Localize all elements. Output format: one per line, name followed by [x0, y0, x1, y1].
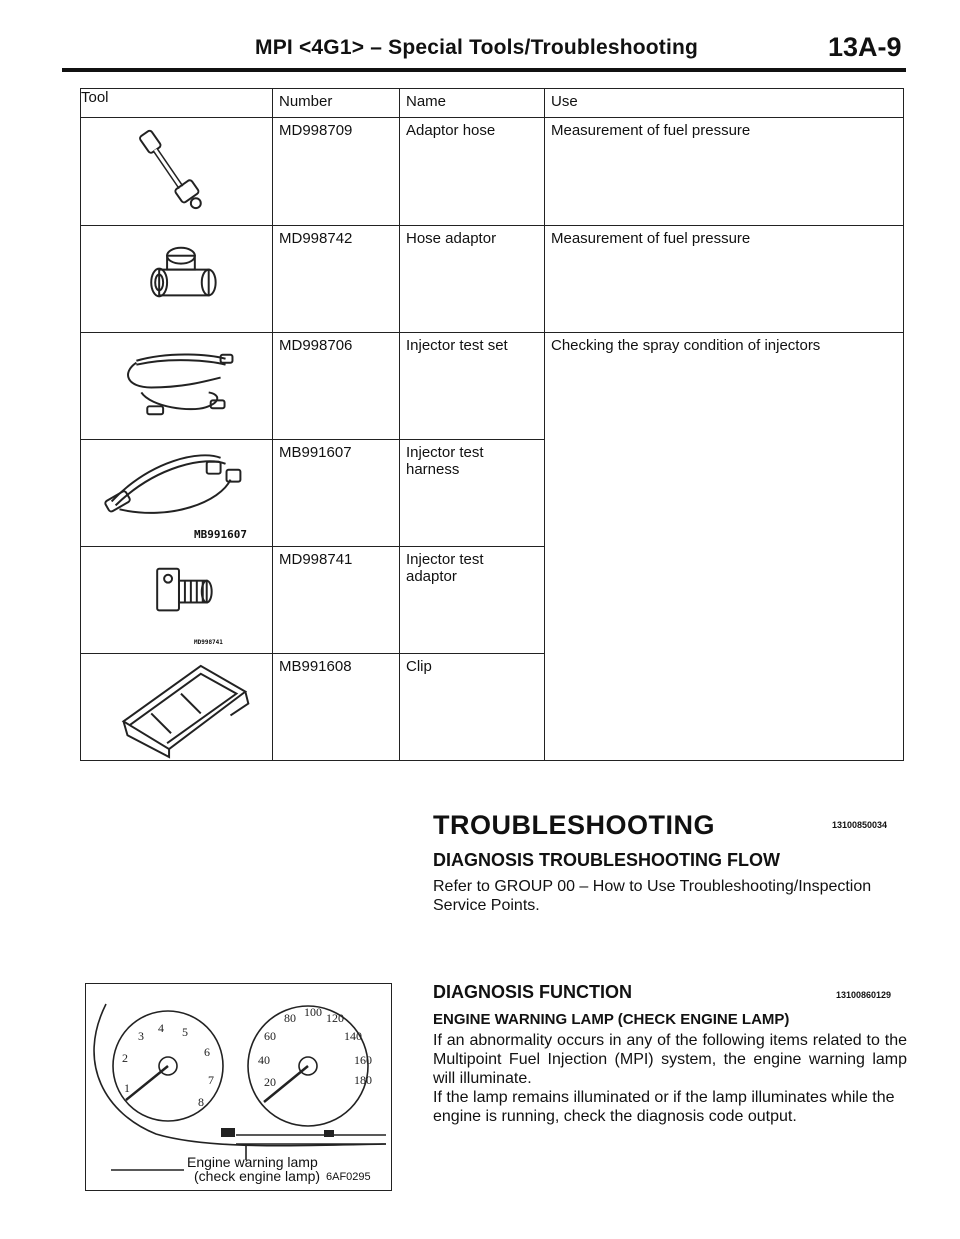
speed-number: 100 — [304, 1005, 322, 1019]
tool-name: Injector test harness — [400, 440, 545, 547]
tool-use: Checking the spray condition of injectors — [545, 333, 904, 761]
tool-image-cell — [81, 333, 273, 440]
function-code: 13100860129 — [836, 990, 892, 1000]
hose-adaptor-illustration — [81, 226, 272, 332]
tool-name: Injector test adaptor — [400, 547, 545, 654]
tool-number: MB991608 — [273, 654, 400, 761]
tool-use: Measurement of fuel pressure — [545, 118, 904, 226]
injector-test-harness-illustration — [81, 440, 272, 546]
tach-number: 1 — [124, 1081, 130, 1095]
col-header-tool: Tool — [81, 89, 273, 118]
col-header-name: Name — [400, 89, 545, 118]
special-tools-table — [80, 88, 904, 761]
speed-number: 80 — [284, 1011, 296, 1025]
tool-number: MD998709 — [273, 118, 400, 226]
tool-number: MD998706 — [273, 333, 400, 440]
speed-number: 120 — [326, 1011, 344, 1025]
instrument-cluster-figure — [85, 983, 392, 1191]
speed-number: 40 — [258, 1053, 270, 1067]
page-header — [0, 28, 960, 72]
header-rule — [62, 68, 906, 72]
clip-illustration — [81, 654, 272, 760]
function-paragraph-2: If the lamp remains illuminated or if the lamp illuminates while the engine is running, check the diagnosis code output. — [433, 1089, 895, 1125]
tach-number: 7 — [208, 1073, 214, 1087]
speed-number: 160 — [354, 1053, 372, 1067]
function-heading: DIAGNOSIS FUNCTION — [433, 982, 633, 1002]
col-header-use: Use — [545, 89, 904, 118]
tool-name: Injector test set — [400, 333, 545, 440]
tool-use: Measurement of fuel pressure — [545, 226, 904, 333]
troubleshooting-code: 13100850034 — [832, 820, 888, 830]
troubleshooting-title: TROUBLESHOOTING — [433, 810, 715, 840]
tach-number: 5 — [182, 1025, 188, 1039]
speed-number: 60 — [264, 1029, 276, 1043]
tool-name: Adaptor hose — [400, 118, 545, 226]
injector-test-set-illustration — [81, 333, 272, 439]
table-row — [81, 333, 904, 440]
flow-text — [433, 877, 903, 915]
tool-image-cell — [81, 440, 273, 547]
tach-number: 6 — [204, 1045, 210, 1059]
tool-name: Hose adaptor — [400, 226, 545, 333]
table-row — [81, 118, 904, 226]
speed-number: 180 — [354, 1073, 372, 1087]
speed-number: 140 — [344, 1029, 362, 1043]
function-text — [433, 1031, 907, 1126]
tool-image-caption: MB991607 — [194, 528, 247, 541]
tool-number: MD998741 — [273, 547, 400, 654]
function-subheading: ENGINE WARNING LAMP (CHECK ENGINE LAMP) — [433, 1011, 790, 1028]
flow-heading: DIAGNOSIS TROUBLESHOOTING FLOW — [433, 850, 780, 870]
tool-image-cell — [81, 118, 273, 226]
tool-name: Clip — [400, 654, 545, 761]
page-number: 13A-9 — [828, 32, 902, 62]
flow-paragraph: Refer to GROUP 00 – How to Use Troubleshooting/Inspection Service Points. — [433, 878, 872, 914]
function-paragraph-1: If an abnormality occurs in any of the following items related to the Multipoint Fuel Injection (MPI) system, the engine warning lamp will illuminate. — [433, 1032, 907, 1087]
tach-number: 3 — [138, 1029, 144, 1043]
tach-number: 8 — [198, 1095, 204, 1109]
figure-code: 6AF0295 — [326, 1171, 371, 1183]
adaptor-hose-illustration — [81, 118, 272, 225]
tool-image-cell — [81, 226, 273, 333]
tool-image-caption: MD998741 — [194, 639, 223, 646]
injector-test-adaptor-illustration — [81, 547, 272, 653]
tach-number: 2 — [122, 1051, 128, 1065]
engine-warning-lamp-icon — [221, 1128, 235, 1137]
tool-image-cell — [81, 547, 273, 654]
page-title: MPI <4G1> – Special Tools/Troubleshooting — [255, 36, 699, 59]
tool-image-cell — [81, 654, 273, 761]
tach-number: 4 — [158, 1021, 164, 1035]
figure-label-line-1: Engine warning lamp — [187, 1154, 318, 1170]
col-header-number: Number — [273, 89, 400, 118]
tool-number: MD998742 — [273, 226, 400, 333]
table-header-row — [81, 89, 904, 118]
table-row — [81, 226, 904, 333]
tool-number: MB991607 — [273, 440, 400, 547]
figure-label-line-2: (check engine lamp) — [194, 1168, 321, 1184]
speed-number: 20 — [264, 1075, 276, 1089]
